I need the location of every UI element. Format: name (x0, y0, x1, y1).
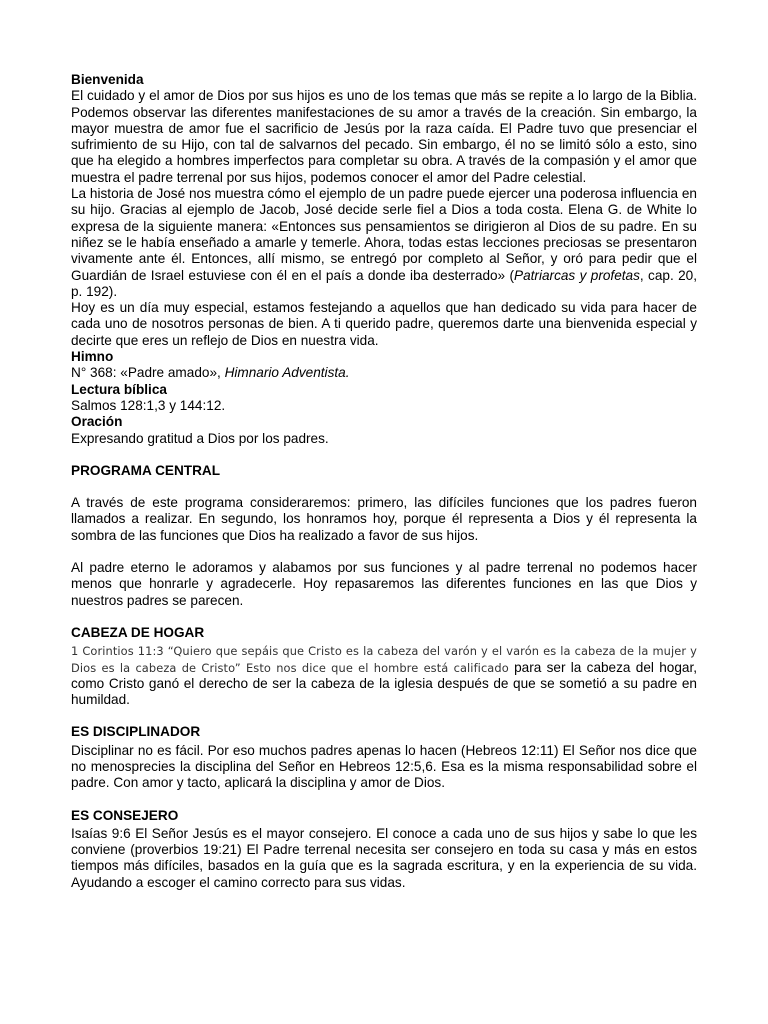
paragraph-cabeza-rest: para ser la cabeza del hogar, como Cristo ganó el derecho de ser la cabeza de la iglesia después de que se sometió a su padre en humildad. (71, 659, 698, 708)
heading-oracion: Oración (71, 414, 123, 430)
paragraph-bienvenida-2 (71, 186, 697, 300)
lectura-text: Salmos 128:1,3 y 144:12. (71, 397, 226, 413)
document-body (71, 72, 697, 891)
oracion-text: Expresando gratitud a Dios por los padres. (71, 430, 329, 446)
himnario-title: Himnario Adventista. (224, 365, 350, 381)
heading-disciplinador: ES DISCIPLINADOR (71, 724, 201, 740)
himno-text (71, 365, 697, 381)
paragraph-cabeza (71, 643, 697, 708)
paragraph-bienvenida-1: El cuidado y el amor de Dios por sus hijos es uno de los temas que más se repite a lo largo de la Biblia. Podemos observar las diferentes manifestaciones de su amor a través de la creación. Sin embargo, la mayor muestra de amor fue el sacrificio de Jesús por la raza caída. El Padre tuvo que presenciar el sufrimiento de su Hijo, con tal de salvarnos del pecado. Sin embargo, él no se limitó sólo a esto, sino que ha elegido a hombres imperfectos para completar su obra. A través de la compasión y el amor que muestra el padre terrenal por sus hijos, podemos conocer el amor del Padre celestial. (71, 88, 697, 185)
paragraph-bienvenida-3: Hoy es un día muy especial, estamos festejando a aquellos que han dedicado su vida para hacer de cada uno de nosotros personas de bien. A ti querido padre, queremos darte una bienvenida especial y decirte que eres un reflejo de Dios en nuestra vida. (71, 300, 697, 348)
heading-himno: Himno (71, 349, 114, 365)
heading-lectura: Lectura bíblica (71, 381, 167, 397)
paragraph-programa-2: Al padre eterno le adoramos y alabamos por sus funciones y al padre terrenal no podemos hacer menos que honrarle y agradecerle. Hoy repasaremos las diferentes funciones en las que Dios y nuestros padres se parecen. (71, 560, 697, 608)
himno-number: N° 368: «Padre amado», (71, 365, 225, 381)
paragraph-bienvenida-2-text: La historia de José nos muestra cómo el ejemplo de un padre puede ejercer una poderosa influencia en su hijo. Gracias al ejemplo de Jacob, José decide serle fiel a Dios a toda costa. Elena G. de White lo expresa de la siguiente manera: «Entonces sus pensamientos se dirigieron al Dios de su padre. En su niñez se le había enseñado a amarle y temerle. Ahora, todas estas lecciones preciosas se presentaron vivamente ante él. Entonces, allí mismo, se entregó por completo al Señor, y oró para pedir que el Guardián de Israel estuviese con él en el país a donde iba desterrado» ( (71, 186, 697, 283)
heading-consejero: ES CONSEJERO (71, 807, 179, 823)
heading-bienvenida: Bienvenida (71, 72, 144, 87)
paragraph-consejero: Isaías 9:6 El Señor Jesús es el mayor consejero. El conoce a cada uno de sus hijos y sabe lo que les conviene (proverbios 19:21) El Padre terrenal necesita ser consejero en toda su casa y más en estos tiempos más difíciles, basados en la guía que es la sagrada escritura, y en la experiencia de su vida. Ayudando a escoger el camino correcto para sus vidas. (71, 825, 697, 890)
heading-cabeza-de-hogar: CABEZA DE HOGAR (71, 624, 205, 640)
corintios-quote: 1 Corintios 11:3 “Quiero que sepáis que Cristo es la cabeza del varón y el varón es la cabeza de la mujer y Dios es la cabeza de Cristo” Esto nos dice que el hombre está calificado (71, 644, 697, 675)
paragraph-programa-1: A través de este programa consideraremos: primero, las difíciles funciones que los padres fueron llamados a realizar. En segundo, los honramos hoy, porque él representa a Dios y él representa la sombra de las funciones que Dios ha realizado a favor de sus hijos. (71, 495, 697, 543)
heading-programa-central: PROGRAMA CENTRAL (71, 462, 221, 478)
book-title: Patriarcas y profetas (514, 267, 640, 283)
paragraph-disciplinador: Disciplinar no es fácil. Por eso muchos padres apenas lo hacen (Hebreos 12:11) El Señor nos dice que no menosprecies la disciplina del Señor en Hebreos 12:5,6. Esa es la misma responsabilidad sobre el padre. Con amor y tacto, aplicará la disciplina y amor de Dios. (71, 742, 697, 791)
citation-tail: , cap. 20, p. 192). (71, 267, 698, 299)
